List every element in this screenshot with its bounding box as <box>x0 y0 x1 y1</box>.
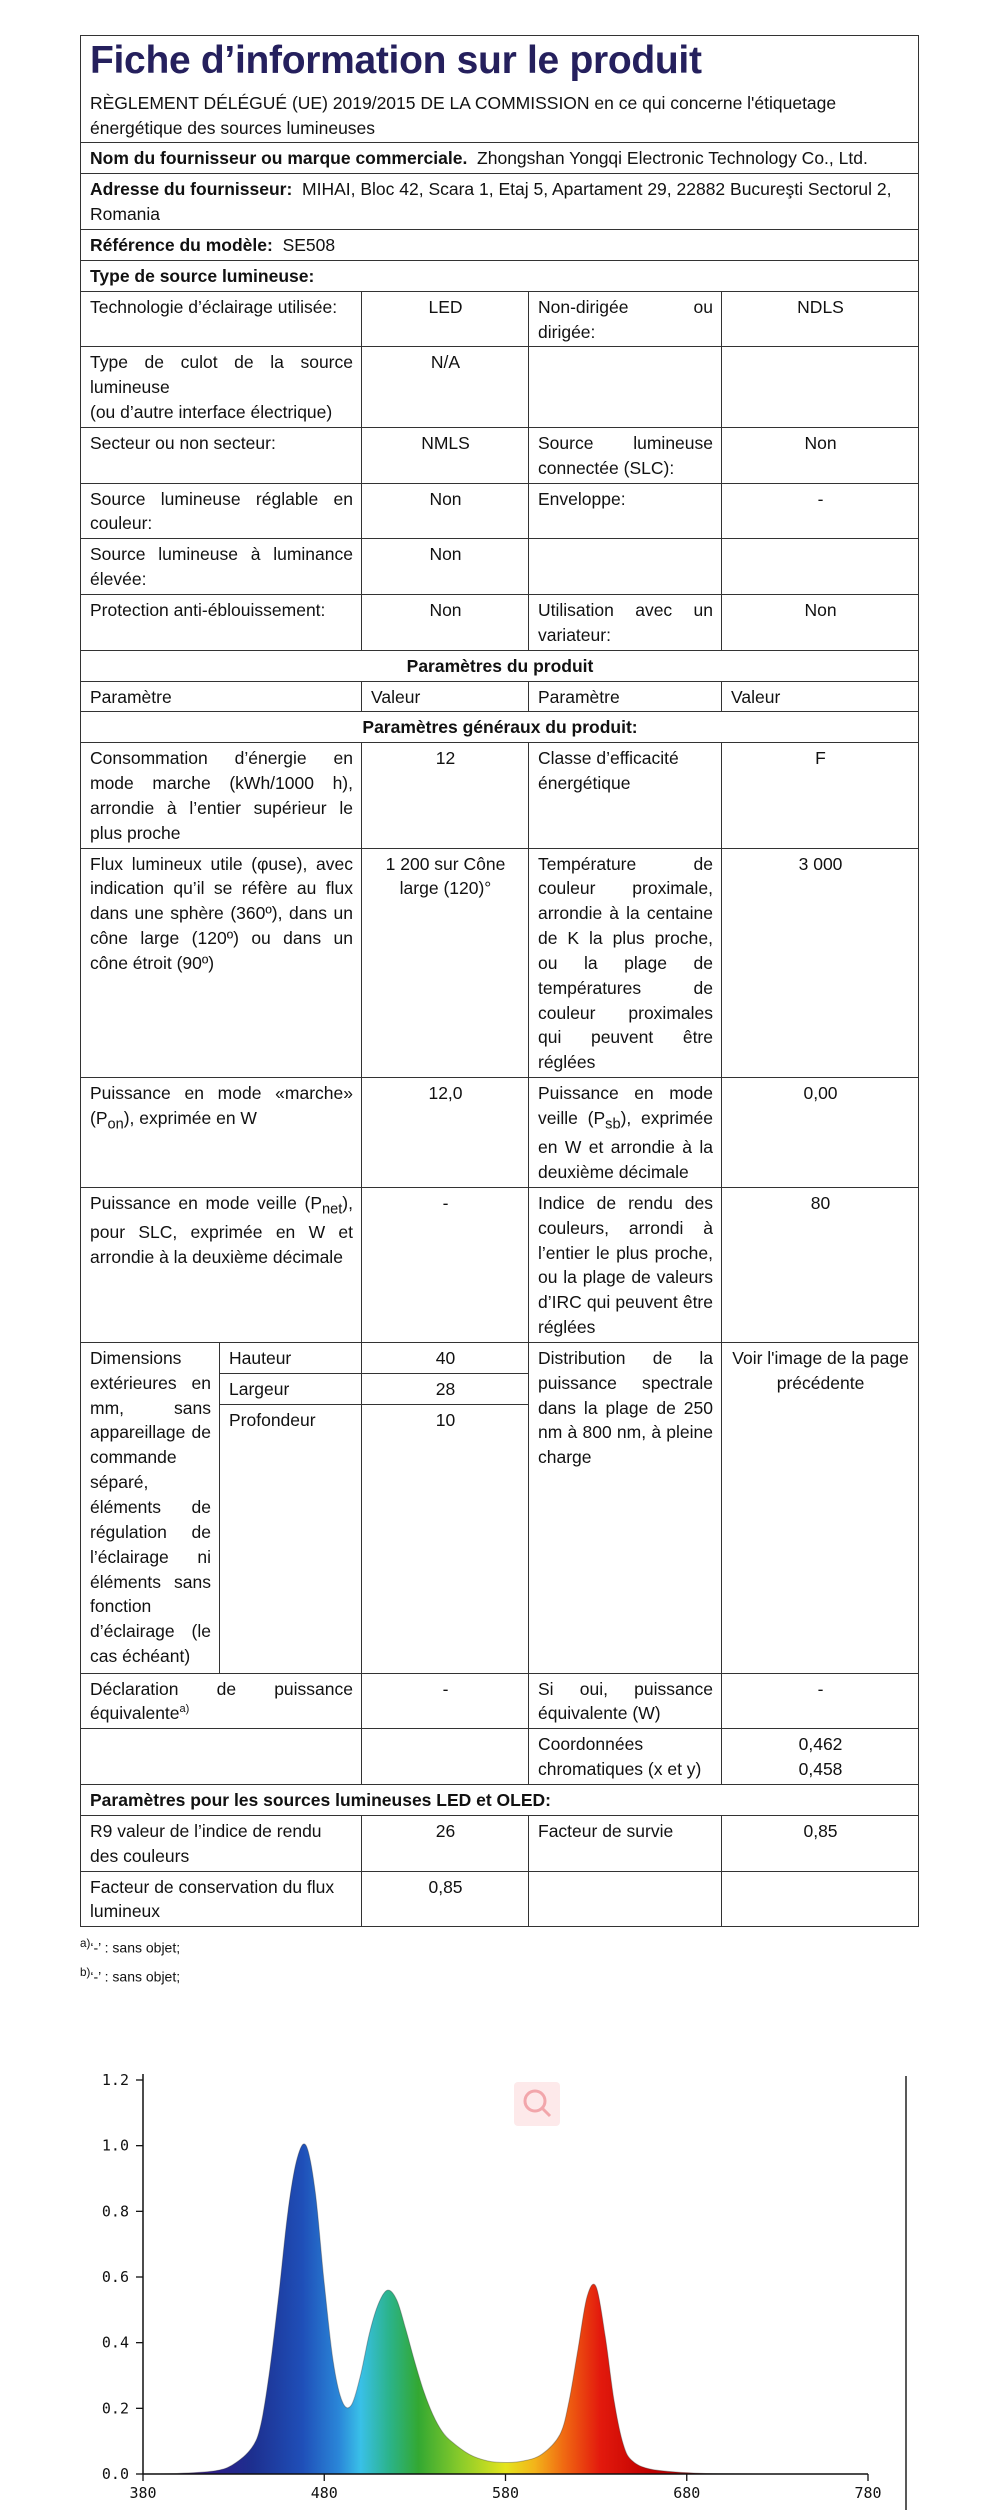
source-value: Non <box>722 427 919 483</box>
psb-value: 0,00 <box>722 1078 919 1188</box>
magnifier-icon[interactable] <box>514 2082 560 2126</box>
led-params-heading: Paramètres pour les sources lumineuses LED et OLED: <box>81 1785 919 1816</box>
source-label: Source lumineuse réglable en couleur: <box>81 483 362 539</box>
source-label: Source lumineuse à luminance élevée: <box>81 539 362 595</box>
source-row <box>81 347 919 428</box>
empty-cell <box>722 1871 919 1927</box>
header-row <box>81 36 919 143</box>
y-tick-label: 0.0 <box>101 2465 129 2483</box>
source-value: Non <box>362 483 529 539</box>
footnotes <box>80 1933 918 1990</box>
cri-value: 80 <box>722 1187 919 1342</box>
spectrum-svg <box>0 2058 996 2510</box>
height-label: Hauteur <box>220 1342 362 1373</box>
psb-label: Puissance en mode veille $(P_{sb})$, exprimée en W et arrondie à la deuxième décimale <box>529 1078 722 1188</box>
x-tick-label: 780 <box>854 2484 882 2502</box>
source-label <box>529 347 722 428</box>
source-value: NDLS <box>722 291 919 347</box>
x-tick-label: 480 <box>310 2484 338 2502</box>
survival-label: Facteur de survie <box>529 1815 722 1871</box>
source-label <box>529 539 722 595</box>
spectrum-chart <box>0 2058 996 2510</box>
supplier-name-value: Zhongshan Yongqi Electronic Technology Co., Ltd. <box>477 148 868 169</box>
y-tick-label: 0.8 <box>101 2202 129 2221</box>
source-label: Utilisation avec un variateur: <box>529 594 722 650</box>
model-value: SE508 <box>282 235 336 256</box>
spectrum-curve <box>143 2144 868 2474</box>
x-tick-label: 680 <box>673 2484 701 2502</box>
source-value <box>722 539 919 595</box>
survival-value: 0,85 <box>722 1815 919 1871</box>
supplier-name-row <box>81 143 919 174</box>
empty-cell <box>81 1729 362 1785</box>
dimension-row <box>81 1342 919 1373</box>
r9-label: R9 valeur de l’indice de rendu des couleurs <box>81 1815 362 1871</box>
depth-label: Profondeur <box>220 1404 362 1673</box>
cct-value: 3 000 <box>722 848 919 1078</box>
chroma-label: Coordonnées chromatiques (x et y) <box>529 1729 722 1785</box>
source-value <box>722 347 919 428</box>
plot-area <box>102 2071 882 2502</box>
class-label: Classe d’efficacité énergétique <box>529 743 722 848</box>
r9-value: 26 <box>362 1815 529 1871</box>
source-row <box>81 594 919 650</box>
cap-type-note: (ou d’autre interface électrique) <box>90 402 333 423</box>
empty-cell <box>529 1871 722 1927</box>
height-value: 40 <box>362 1342 529 1373</box>
x-tick-label: 380 <box>129 2484 157 2502</box>
column-header-value: Valeur <box>362 681 529 712</box>
footnote-a: $^{a)}$‘-’ : sans objet; <box>80 1937 181 1956</box>
params-heading: Paramètres du produit <box>81 650 919 681</box>
source-value: - <box>722 483 919 539</box>
power-row <box>81 1078 919 1188</box>
supplier-name-label: Nom du fournisseur ou marque commerciale. <box>90 148 468 169</box>
params-columns-row <box>81 681 919 712</box>
pnet-label: Puissance en mode veille $(P_{net})$, pour SLC, exprimée en W et arrondie à la deuxième décimale <box>81 1187 362 1342</box>
supplier-address-row <box>81 174 919 230</box>
source-label: Technologie d’éclairage utilisée: <box>81 291 362 347</box>
pnet-value: - <box>362 1187 529 1342</box>
supplier-address-label: Adresse du fournisseur: <box>90 179 293 200</box>
column-header-param: Paramètre <box>529 681 722 712</box>
y-tick-label: 0.2 <box>101 2399 129 2418</box>
source-type-heading: Type de source lumineuse: <box>81 260 919 291</box>
spd-value: Voir l'image de la page précédente <box>722 1342 919 1673</box>
pon-label: Puissance en mode «marche» $(P_{on})$, exprimée en W <box>81 1078 362 1188</box>
y-tick-label: 1.0 <box>101 2136 129 2155</box>
cap-type-label: Type de culot de la source lumineuse <box>90 352 353 398</box>
depth-value: 10 <box>362 1404 529 1673</box>
width-label: Largeur <box>220 1373 362 1404</box>
source-value: Non <box>722 594 919 650</box>
energy-row <box>81 743 919 848</box>
chroma-value <box>722 1729 919 1785</box>
source-label <box>81 347 362 428</box>
model-label: Référence du modèle: <box>90 235 273 256</box>
equivalent-value: - <box>362 1673 529 1729</box>
flux-row <box>81 848 919 1078</box>
pon-value: 12,0 <box>362 1078 529 1188</box>
y-tick-label: 0.6 <box>101 2268 129 2286</box>
empty-cell <box>362 1729 529 1785</box>
supplier-address-value: MIHAI, Bloc 42, Scara 1, Etaj 5, Apartament 29, 22882 Bucureşti Sectorul 2, Romania <box>90 179 892 225</box>
source-row <box>81 539 919 595</box>
pnet-row <box>81 1187 919 1342</box>
params-heading-row <box>81 650 919 681</box>
flux-label: Flux lumineux utile (φuse), avec indication qu’il se réfère au flux dans une sphère (360º), dans un cône large (120º) ou dans un cône étroit (90º) <box>81 848 362 1078</box>
equivalent-power-value: - <box>722 1673 919 1729</box>
spectrum-area <box>143 2144 868 2474</box>
chroma-row <box>81 1729 919 1785</box>
source-type-heading-row <box>81 260 919 291</box>
energy-label: Consommation d’énergie en mode marche (kWh/1000 h), arrondie à l’entier supérieur le plus proche <box>81 743 362 848</box>
equivalent-label: Déclaration de puissance équivalente$^{a)}$ <box>81 1673 362 1729</box>
column-header-param: Paramètre <box>81 681 362 712</box>
class-value: F <box>722 743 919 848</box>
source-value: NMLS <box>362 427 529 483</box>
page-title: Fiche d’information sur le produit <box>90 39 702 82</box>
led-heading-row <box>81 1785 919 1816</box>
dimensions-label: Dimensions extérieures en mm, sans appareillage de commande séparé, éléments de régulation de l’éclairage ni éléments sans fonction d’éclairage (le cas échéant) <box>81 1342 220 1673</box>
maintenance-value: 0,85 <box>362 1871 529 1927</box>
source-label: Protection anti-éblouissement: <box>81 594 362 650</box>
footnote-b: $^{b)}$‘-’ : sans objet; <box>80 1965 181 1985</box>
energy-value: 12 <box>362 743 529 848</box>
source-row <box>81 427 919 483</box>
source-value: LED <box>362 291 529 347</box>
source-label: Non-dirigée ou dirigée: <box>529 291 722 347</box>
source-value: N/A <box>362 347 529 428</box>
flux-value: 1 200 sur Cône large (120)° <box>362 848 529 1078</box>
source-value: Non <box>362 594 529 650</box>
y-tick-label: 0.4 <box>101 2333 129 2352</box>
x-tick-label: 580 <box>491 2484 520 2502</box>
general-params-heading-row <box>81 712 919 743</box>
source-row <box>81 291 919 347</box>
source-value: Non <box>362 539 529 595</box>
model-row <box>81 230 919 261</box>
column-header-value: Valeur <box>722 681 919 712</box>
cct-label: Température de couleur proximale, arrondie à la centaine de K la plus proche, ou la plage de températures de couleur proximales qui peuvent être réglées <box>529 848 722 1078</box>
product-info-sheet <box>80 35 918 1990</box>
y-tick-label: 1.2 <box>101 2071 129 2089</box>
product-info-table <box>80 35 919 1927</box>
source-label: Source lumineuse connectée (SLC): <box>529 427 722 483</box>
width-value: 28 <box>362 1373 529 1404</box>
source-label: Enveloppe: <box>529 483 722 539</box>
source-label: Secteur ou non secteur: <box>81 427 362 483</box>
general-params-heading: Paramètres généraux du produit: <box>81 712 919 743</box>
cri-label: Indice de rendu des couleurs, arrondi à l’entier le plus proche, ou la plage de valeurs d’IRC qui peuvent être réglées <box>529 1187 722 1342</box>
source-row <box>81 483 919 539</box>
equivalent-row <box>81 1673 919 1729</box>
maintenance-row <box>81 1871 919 1927</box>
r9-row <box>81 1815 919 1871</box>
chroma-x: 0,462 <box>798 1734 843 1755</box>
chroma-y: 0,458 <box>798 1759 843 1780</box>
maintenance-label: Facteur de conservation du flux lumineux <box>81 1871 362 1927</box>
regulation-text: RÈGLEMENT DÉLÉGUÉ (UE) 2019/2015 DE LA COMMISSION en ce qui concerne l'étiquetage énergétique des sources lumineuses <box>90 92 837 138</box>
spd-label: Distribution de la puissance spectrale dans la plage de 250 nm à 800 nm, à pleine charge <box>529 1342 722 1673</box>
equivalent-power-label: Si oui, puissance équivalente (W) <box>529 1673 722 1729</box>
